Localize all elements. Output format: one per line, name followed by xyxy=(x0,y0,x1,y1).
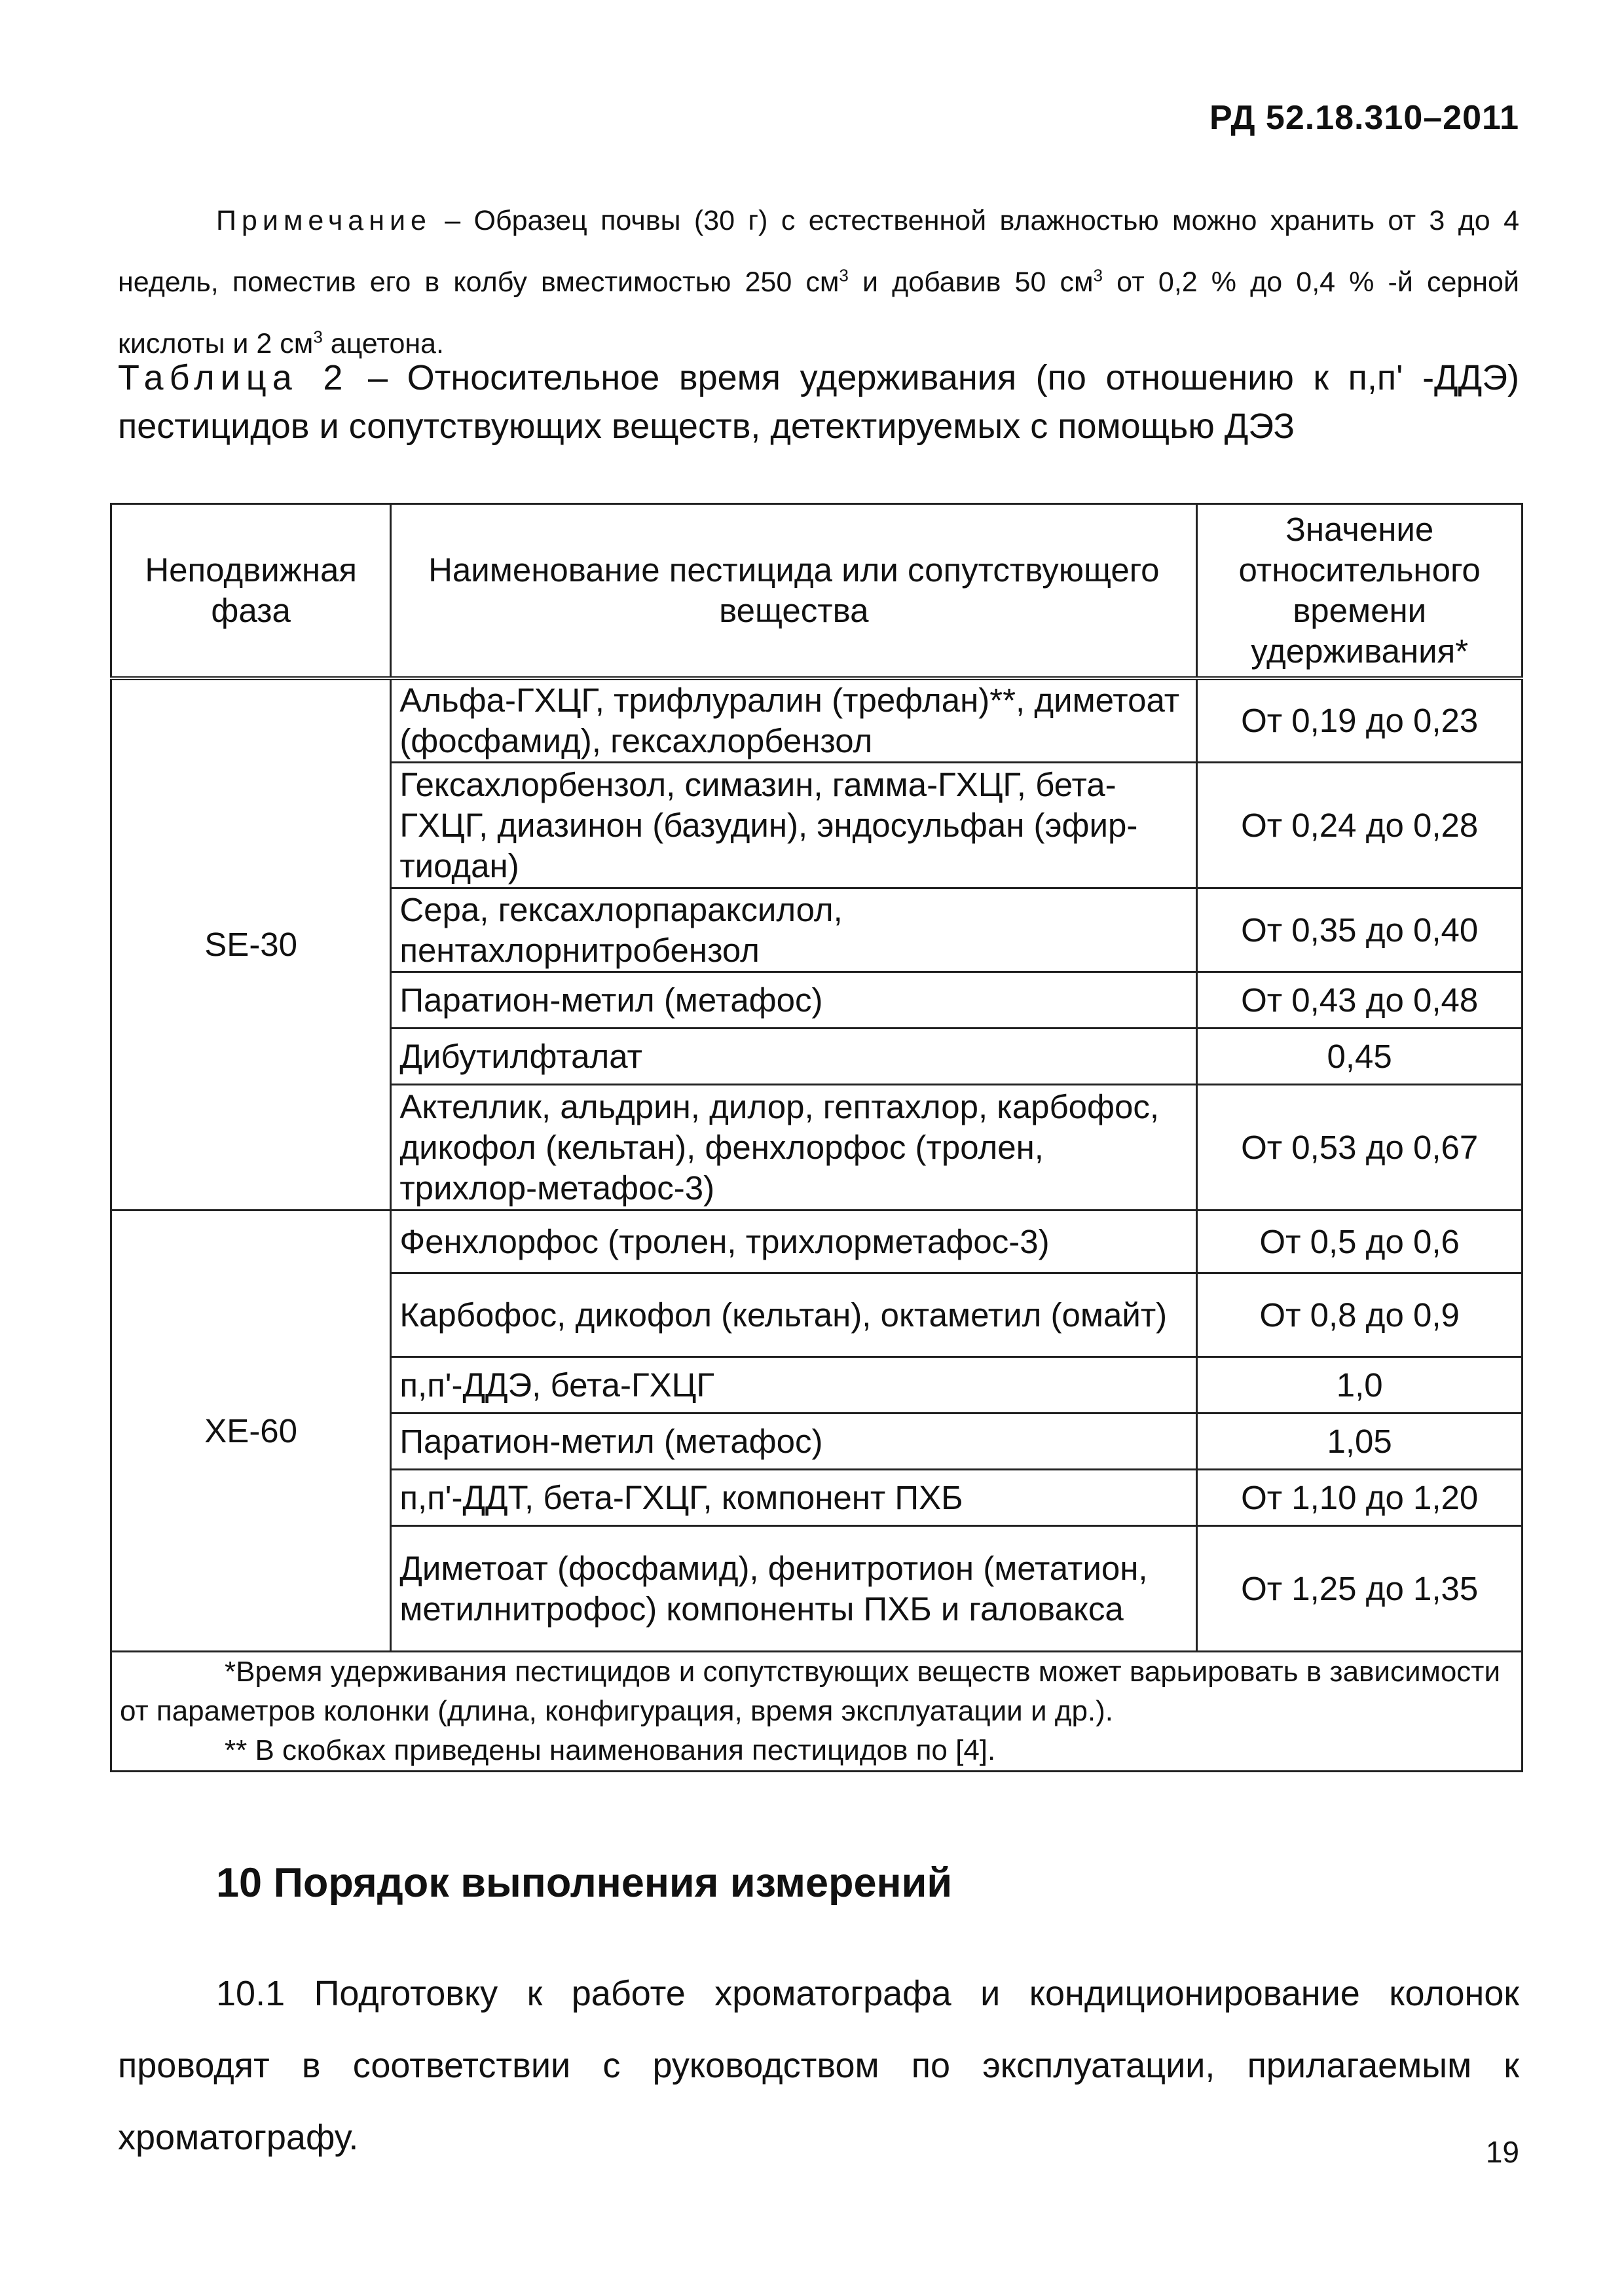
document-code: РД 52.18.310–2011 xyxy=(1209,99,1519,137)
pesticide-name-cell: Диметоат (фосфамид), фенитротион (метатион, метилнитрофос) компоненты ПХБ и галовакса xyxy=(391,1526,1197,1652)
section-paragraph xyxy=(118,1958,1519,2174)
section-heading: 10 Порядок выполнения измерений xyxy=(216,1860,953,1906)
retention-table xyxy=(110,503,1523,1772)
table-row xyxy=(111,1211,1522,1273)
paragraph-text: 10.1 Подготовку к работе хроматографа и кондиционирование колонок проводят в соответствии с руководством по эксплуатации, прилагаемым к хроматографу. xyxy=(118,1974,1519,2157)
pesticide-name-cell: Паратион-метил (метафос) xyxy=(391,972,1197,1029)
pesticide-name-cell: п,п'-ДДЭ, бета-ГХЦГ xyxy=(391,1357,1197,1413)
retention-value-cell: От 0,8 до 0,9 xyxy=(1197,1273,1522,1357)
pesticide-name-cell: Дибутилфталат xyxy=(391,1029,1197,1085)
retention-value-cell: От 1,10 до 1,20 xyxy=(1197,1470,1522,1526)
note-label: Примечание xyxy=(216,205,432,236)
pesticide-name-cell: Паратион-метил (метафос) xyxy=(391,1413,1197,1470)
note-paragraph xyxy=(118,190,1519,374)
retention-value-cell: 1,0 xyxy=(1197,1357,1522,1413)
header-value: Значение относительного времени удерживания* xyxy=(1197,504,1522,679)
pesticide-name-cell: п,п'-ДДТ, бета-ГХЦГ, компонент ПХБ xyxy=(391,1470,1197,1526)
note-sup-2: 3 xyxy=(1093,265,1103,285)
note-text-1: – Образец почвы (30 г) с естественной влажностью можно хранить от 3 до 4 недель, поместив его в колбу вместимостью 250 см xyxy=(118,205,1519,298)
note-sup-3: 3 xyxy=(313,327,323,347)
pesticide-name-cell: Сера, гексахлорпараксилол, пентахлорнитробензол xyxy=(391,888,1197,972)
table-header-row xyxy=(111,504,1522,679)
pesticide-name-cell: Гексахлорбензол, симазин, гамма-ГХЦГ, бета-ГХЦГ, диазинон (базудин), эндосульфан (эфир-тиодан) xyxy=(391,763,1197,888)
pesticide-name-cell: Альфа-ГХЦГ, трифлуралин (трефлан)**, диметоат (фосфамид), гексахлорбензол xyxy=(391,678,1197,763)
header-name: Наименование пестицида или сопутствующего вещества xyxy=(391,504,1197,679)
retention-value-cell: От 0,35 до 0,40 xyxy=(1197,888,1522,972)
retention-value-cell: От 0,43 до 0,48 xyxy=(1197,972,1522,1029)
pesticide-name-cell: Фенхлорфос (тролен, трихлорметафос-3) xyxy=(391,1211,1197,1273)
footnote-retention: *Время удерживания пестицидов и сопутствующих веществ может варьировать в зависимости от параметров колонки (длина, конфигурация, время эксплуатации и др.). xyxy=(120,1656,1501,1727)
table-footnote-row xyxy=(111,1652,1522,1772)
note-text-end: ацетона. xyxy=(322,328,445,359)
table-footnotes xyxy=(111,1652,1522,1772)
header-phase: Неподвижная фаза xyxy=(111,504,391,679)
table-caption xyxy=(118,354,1519,450)
retention-value-cell: От 0,24 до 0,28 xyxy=(1197,763,1522,888)
phase-cell-se30: SE-30 xyxy=(111,678,391,1211)
pesticide-name-cell: Актеллик, альдрин, дилор, гептахлор, карбофос, дикофол (кельтан), фенхлорфос (тролен, трихлор-метафос-3) xyxy=(391,1085,1197,1211)
retention-value-cell: От 0,5 до 0,6 xyxy=(1197,1211,1522,1273)
table-caption-label: Таблица 2 xyxy=(118,358,349,397)
footnote-brackets: ** В скобках приведены наименования пестицидов по [4]. xyxy=(225,1734,996,1766)
table-row xyxy=(111,678,1522,763)
phase-cell-xe60: XE-60 xyxy=(111,1211,391,1652)
note-sup-1: 3 xyxy=(839,265,849,285)
note-text-2: и добавив 50 см xyxy=(848,266,1094,298)
retention-value-cell: 1,05 xyxy=(1197,1413,1522,1470)
retention-value-cell: От 0,53 до 0,67 xyxy=(1197,1085,1522,1211)
page-number: 19 xyxy=(1485,2135,1519,2169)
retention-value-cell: 0,45 xyxy=(1197,1029,1522,1085)
retention-value-cell: От 0,19 до 0,23 xyxy=(1197,678,1522,763)
note-text-3: от 0,2 % до 0,4 % -й серной кислоты и 2 см xyxy=(118,266,1519,359)
table-caption-text: – Относительное время удерживания (по отношению к п,п' -ДДЭ) пестицидов и сопутствующих веществ, детектируемых с помощью ДЭЗ xyxy=(118,358,1519,446)
retention-value-cell: От 1,25 до 1,35 xyxy=(1197,1526,1522,1652)
pesticide-name-cell: Карбофос, дикофол (кельтан), октаметил (омайт) xyxy=(391,1273,1197,1357)
